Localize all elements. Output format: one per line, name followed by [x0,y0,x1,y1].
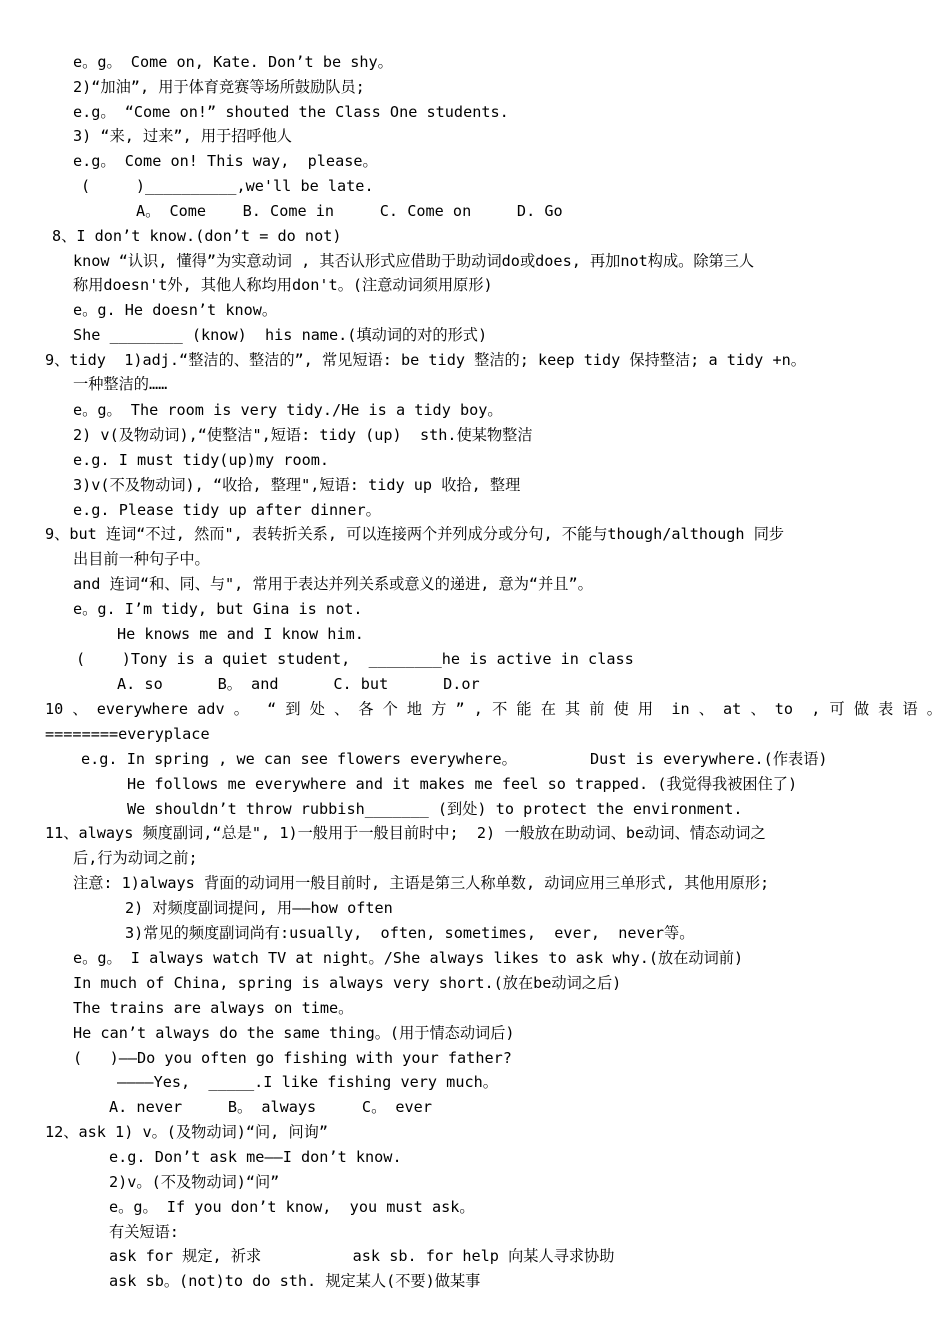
text-line: ========everyplace [45,725,210,743]
text-line: 8、I don’t know.(don’t = do not) [52,227,342,245]
text-line: The trains are always on time。 [73,999,354,1017]
text-line: 称用doesn't外, 其他人称均用don't。(注意动词须用原形) [73,276,493,294]
text-line: e。g。 I always watch TV at night。/She always likes to ask why.(放在动词前) [73,949,744,967]
text-line: A. so B。 and C. but D.or [117,675,480,693]
text-line: know “认识, 懂得”为实意动词 , 其否认形式应借助于助动词do或does, 再加not构成。除第三人 [73,252,755,270]
text-line: 有关短语: [109,1223,179,1241]
text-line: 2)v。(不及物动词)“问” [109,1173,280,1191]
text-line: ————Yes, _____.I like fishing very much。 [117,1073,498,1091]
text-line: e。g。 If you don’t know, you must ask。 [109,1198,475,1216]
text-line: 3) “来, 过来”, 用于招呼他人 [73,127,292,145]
text-line: A。 Come B. Come in C. Come on D. Go [136,202,563,220]
text-line: We shouldn’t throw rubbish_______ (到处) to protect the environment. [127,800,743,818]
text-line: e.g. Please tidy up after dinner。 [73,501,381,519]
text-line: 后,行为动词之前; [73,849,198,867]
text-line: He can’t always do the same thing。(用于情态动词后) [73,1024,515,1042]
text-line: 9、tidy 1)adj.“整洁的、整洁的”, 常见短语: be tidy 整洁的; keep tidy 保持整洁; a tidy +n。 [45,351,806,369]
text-line: 2) 对频度副词提问, 用——how often [125,899,393,917]
text-line: 注意: 1)always 背面的动词用一般目前时, 主语是第三人称单数, 动词应用三单形式, 其他用原形; [73,874,770,892]
text-line: He follows me everywhere and it makes me feel so trapped. (我觉得我被困住了) [127,775,798,793]
text-line: ask for 规定, 祈求 ask sb. for help 向某人寻求协助 [109,1247,615,1265]
text-line: 一种整洁的…… [73,375,168,393]
text-line: She ________ (know) his name.(填动词的对的形式) [73,326,488,344]
text-line: 3)v(不及物动词), “收拾, 整理",短语: tidy up 收拾, 整理 [73,476,521,494]
text-line: and 连词“和、同、与", 常用于表达并列关系或意义的递进, 意为“并且”。 [73,575,593,593]
text-line: e.g。 Come on! This way, please。 [73,152,378,170]
text-line: A. never B。 always C。 ever [109,1098,432,1116]
text-line: e.g. I must tidy(up)my room. [73,451,330,469]
text-line: ask sb。(not)to do sth. 规定某人(不要)做某事 [109,1272,481,1290]
text-line: ( )Tony is a quiet student, ________he is active in class [76,650,634,668]
text-line: 9、but 连词“不过, 然而", 表转折关系, 可以连接两个并列成分或分句, 不能与though/although 同步 [45,525,785,543]
text-line: e。g. I’m tidy, but Gina is not. [73,600,363,618]
text-line: 2)“加油”, 用于体育竞赛等场所鼓励队员; [73,78,365,96]
text-line: 2) v(及物动词),“使整洁",短语: tidy (up) sth.使某物整洁 [73,426,533,444]
text-line: 出目前一种句子中。 [73,550,210,568]
text-line: e。g。 The room is very tidy./He is a tidy boy。 [73,401,503,419]
text-line: e.g. Don’t ask me——I don’t know. [109,1148,402,1166]
text-line: 11、always 频度副词,“总是", 1)一般用于一般目前时中; 2) 一般放在助动词、be动词、情态动词之 [45,824,766,842]
text-line: e.g. In spring , we can see flowers everywhere。 Dust is everywhere.(作表语) [81,750,828,768]
text-line: ( )__________,we'll be late. [81,177,374,195]
text-line: In much of China, spring is always very short.(放在be动词之后) [73,974,622,992]
text-line: e。g. He doesn’t know。 [73,301,278,319]
text-line: 12、ask 1) v。(及物动词)“问, 问询” [45,1123,328,1141]
text-line: e.g。 “Come on!” shouted the Class One students. [73,103,509,121]
text-line: e。g。 Come on, Kate. Don’t be shy。 [73,53,393,71]
text-line: 10 、 everywhere adv 。 “ 到 处 、 各 个 地 方 ” , 不 能 在 其 前 使 用 in 、 at 、 to , 可 做 表 语 。 [45,700,942,718]
text-line: He knows me and I know him. [117,625,364,643]
text-line: ( )——Do you often go fishing with your father? [73,1049,512,1067]
text-line: 3)常见的频度副词尚有:usually, often, sometimes, ever, never等。 [125,924,695,942]
